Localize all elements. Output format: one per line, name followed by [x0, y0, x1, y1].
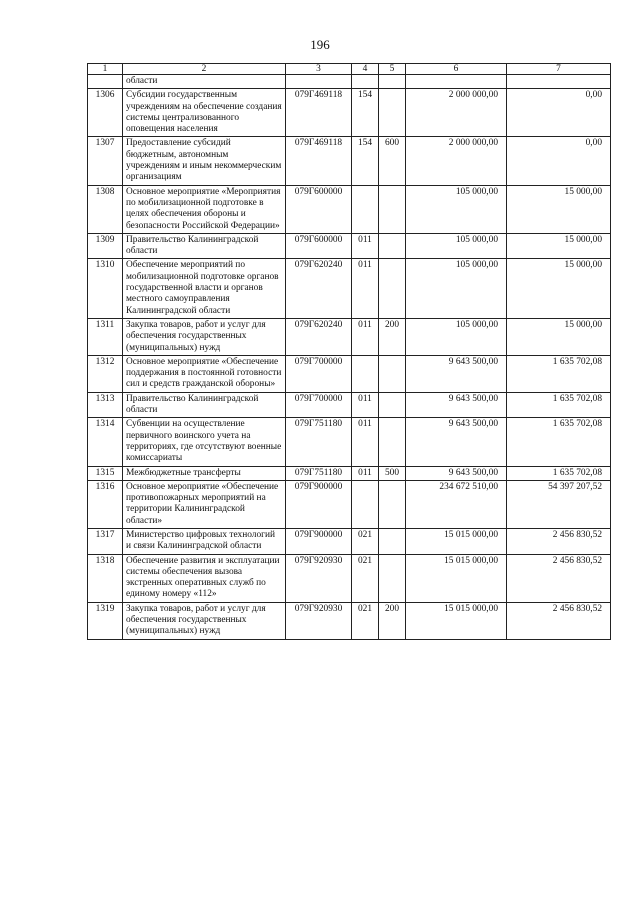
table-row	[88, 554, 611, 602]
continuation-row	[88, 75, 611, 89]
row-code: 079Г751180	[286, 466, 352, 480]
table-row	[88, 259, 611, 318]
row-code: 079Г600000	[286, 185, 352, 233]
row-col5: 600	[379, 137, 406, 185]
row-name: Закупка товаров, работ и услуг для обеспечения государственных (муниципальных) нужд	[123, 602, 286, 639]
row-code: 079Г920930	[286, 554, 352, 602]
row-code: 079Г900000	[286, 480, 352, 528]
page-number: 196	[310, 37, 330, 52]
table-row	[88, 392, 611, 418]
table-row	[88, 418, 611, 466]
row-amount-7: 2 456 830,52	[507, 602, 611, 639]
row-code: 079Г900000	[286, 528, 352, 554]
row-col5: 500	[379, 466, 406, 480]
row-name: Межбюджетные трансферты	[123, 466, 286, 480]
col-header-7: 7	[507, 64, 611, 75]
header-row	[88, 64, 611, 75]
col-header-5: 5	[379, 64, 406, 75]
row-number: 1314	[88, 418, 123, 466]
row-amount-6: 9 643 500,00	[406, 466, 507, 480]
row-code: 079Г700000	[286, 392, 352, 418]
row-name: Закупка товаров, работ и услуг для обеспечения государственных (муниципальных) нужд	[123, 318, 286, 355]
row-amount-7: 0,00	[507, 137, 611, 185]
row-col4: 154	[352, 137, 379, 185]
row-amount-7: 15 000,00	[507, 259, 611, 318]
row-amount-7: 15 000,00	[507, 318, 611, 355]
row-code: 079Г920930	[286, 602, 352, 639]
row-number: 1310	[88, 259, 123, 318]
row-amount-6: 2 000 000,00	[406, 89, 507, 137]
row-col5: 200	[379, 318, 406, 355]
row-number: 1315	[88, 466, 123, 480]
row-code: 079Г700000	[286, 355, 352, 392]
row-name: Основное мероприятие «Мероприятия по мобилизационной подготовке в целях обеспечения обороны и безопасности Российской Федерации»	[123, 185, 286, 233]
row-amount-7: 15 000,00	[507, 233, 611, 259]
row-col4: 011	[352, 318, 379, 355]
row-amount-7: 1 635 702,08	[507, 355, 611, 392]
col-header-6: 6	[406, 64, 507, 75]
row-number: 1317	[88, 528, 123, 554]
row-amount-7: 54 397 207,52	[507, 480, 611, 528]
row-name: Правительство Калининградской области	[123, 233, 286, 259]
row-name: Основное мероприятие «Обеспечение противопожарных мероприятий на территории Калининградской области»	[123, 480, 286, 528]
row-amount-6: 105 000,00	[406, 185, 507, 233]
row-col4	[352, 355, 379, 392]
row-col4	[352, 185, 379, 233]
row-col4	[352, 480, 379, 528]
col-header-4: 4	[352, 64, 379, 75]
row-code: 079Г620240	[286, 259, 352, 318]
row-amount-6: 15 015 000,00	[406, 602, 507, 639]
row-col5	[379, 528, 406, 554]
row-col5	[379, 392, 406, 418]
row-number: 1313	[88, 392, 123, 418]
row-code: 079Г600000	[286, 233, 352, 259]
row-col4: 011	[352, 418, 379, 466]
row-col5	[379, 233, 406, 259]
row-number: 1308	[88, 185, 123, 233]
col-header-3: 3	[286, 64, 352, 75]
row-code: 079Г469118	[286, 137, 352, 185]
table-row	[88, 602, 611, 639]
row-amount-7: 1 635 702,08	[507, 466, 611, 480]
row-number: 1316	[88, 480, 123, 528]
row-col4: 011	[352, 466, 379, 480]
row-name: Предоставление субсидий бюджетным, автономным учреждениям и иным некоммерческим организациям	[123, 137, 286, 185]
row-name: Субсидии государственным учреждениям на обеспечение создания системы централизованного оповещения населения	[123, 89, 286, 137]
table-row	[88, 480, 611, 528]
row-amount-6: 105 000,00	[406, 318, 507, 355]
table-row	[88, 137, 611, 185]
table-row	[88, 355, 611, 392]
row-name: Обеспечение развития и эксплуатации системы обеспечения вызова экстренных оперативных служб по единому номеру «112»	[123, 554, 286, 602]
row-col4: 154	[352, 89, 379, 137]
row-amount-6: 9 643 500,00	[406, 355, 507, 392]
table-row	[88, 89, 611, 137]
continuation-text: области	[123, 75, 286, 89]
row-number: 1311	[88, 318, 123, 355]
row-amount-6: 105 000,00	[406, 233, 507, 259]
row-name: Обеспечение мероприятий по мобилизационной подготовке органов государственной власти и органов местного самоуправления Калининградской области	[123, 259, 286, 318]
row-amount-6: 2 000 000,00	[406, 137, 507, 185]
row-col4: 011	[352, 392, 379, 418]
row-amount-7: 1 635 702,08	[507, 392, 611, 418]
row-number: 1312	[88, 355, 123, 392]
row-amount-6: 234 672 510,00	[406, 480, 507, 528]
row-col4: 021	[352, 602, 379, 639]
col-header-1: 1	[88, 64, 123, 75]
row-amount-7: 15 000,00	[507, 185, 611, 233]
row-col5	[379, 185, 406, 233]
table-row	[88, 528, 611, 554]
row-amount-7: 0,00	[507, 89, 611, 137]
row-col4: 011	[352, 259, 379, 318]
row-amount-7: 1 635 702,08	[507, 418, 611, 466]
table-row	[88, 466, 611, 480]
budget-table	[87, 63, 611, 640]
row-name: Основное мероприятие «Обеспечение поддержания в постоянной готовности сил и средств гражданской обороны»	[123, 355, 286, 392]
row-col5	[379, 554, 406, 602]
row-col5	[379, 480, 406, 528]
row-name: Правительство Калининградской области	[123, 392, 286, 418]
row-amount-6: 9 643 500,00	[406, 392, 507, 418]
row-col5	[379, 418, 406, 466]
row-code: 079Г620240	[286, 318, 352, 355]
row-col5	[379, 259, 406, 318]
row-number: 1309	[88, 233, 123, 259]
row-number: 1318	[88, 554, 123, 602]
row-number: 1307	[88, 137, 123, 185]
row-amount-6: 15 015 000,00	[406, 528, 507, 554]
row-number: 1319	[88, 602, 123, 639]
row-number: 1306	[88, 89, 123, 137]
row-name: Субвенции на осуществление первичного воинского учета на территориях, где отсутствуют военные комиссариаты	[123, 418, 286, 466]
table-row	[88, 318, 611, 355]
table-row	[88, 185, 611, 233]
row-code: 079Г751180	[286, 418, 352, 466]
row-col5	[379, 89, 406, 137]
row-code: 079Г469118	[286, 89, 352, 137]
table-row	[88, 233, 611, 259]
row-amount-6: 105 000,00	[406, 259, 507, 318]
col-header-2: 2	[123, 64, 286, 75]
row-amount-6: 9 643 500,00	[406, 418, 507, 466]
row-col4: 021	[352, 528, 379, 554]
row-amount-7: 2 456 830,52	[507, 528, 611, 554]
row-col4: 011	[352, 233, 379, 259]
row-col5: 200	[379, 602, 406, 639]
row-col4: 021	[352, 554, 379, 602]
row-name: Министерство цифровых технологий и связи Калининградской области	[123, 528, 286, 554]
row-col5	[379, 355, 406, 392]
row-amount-6: 15 015 000,00	[406, 554, 507, 602]
row-amount-7: 2 456 830,52	[507, 554, 611, 602]
